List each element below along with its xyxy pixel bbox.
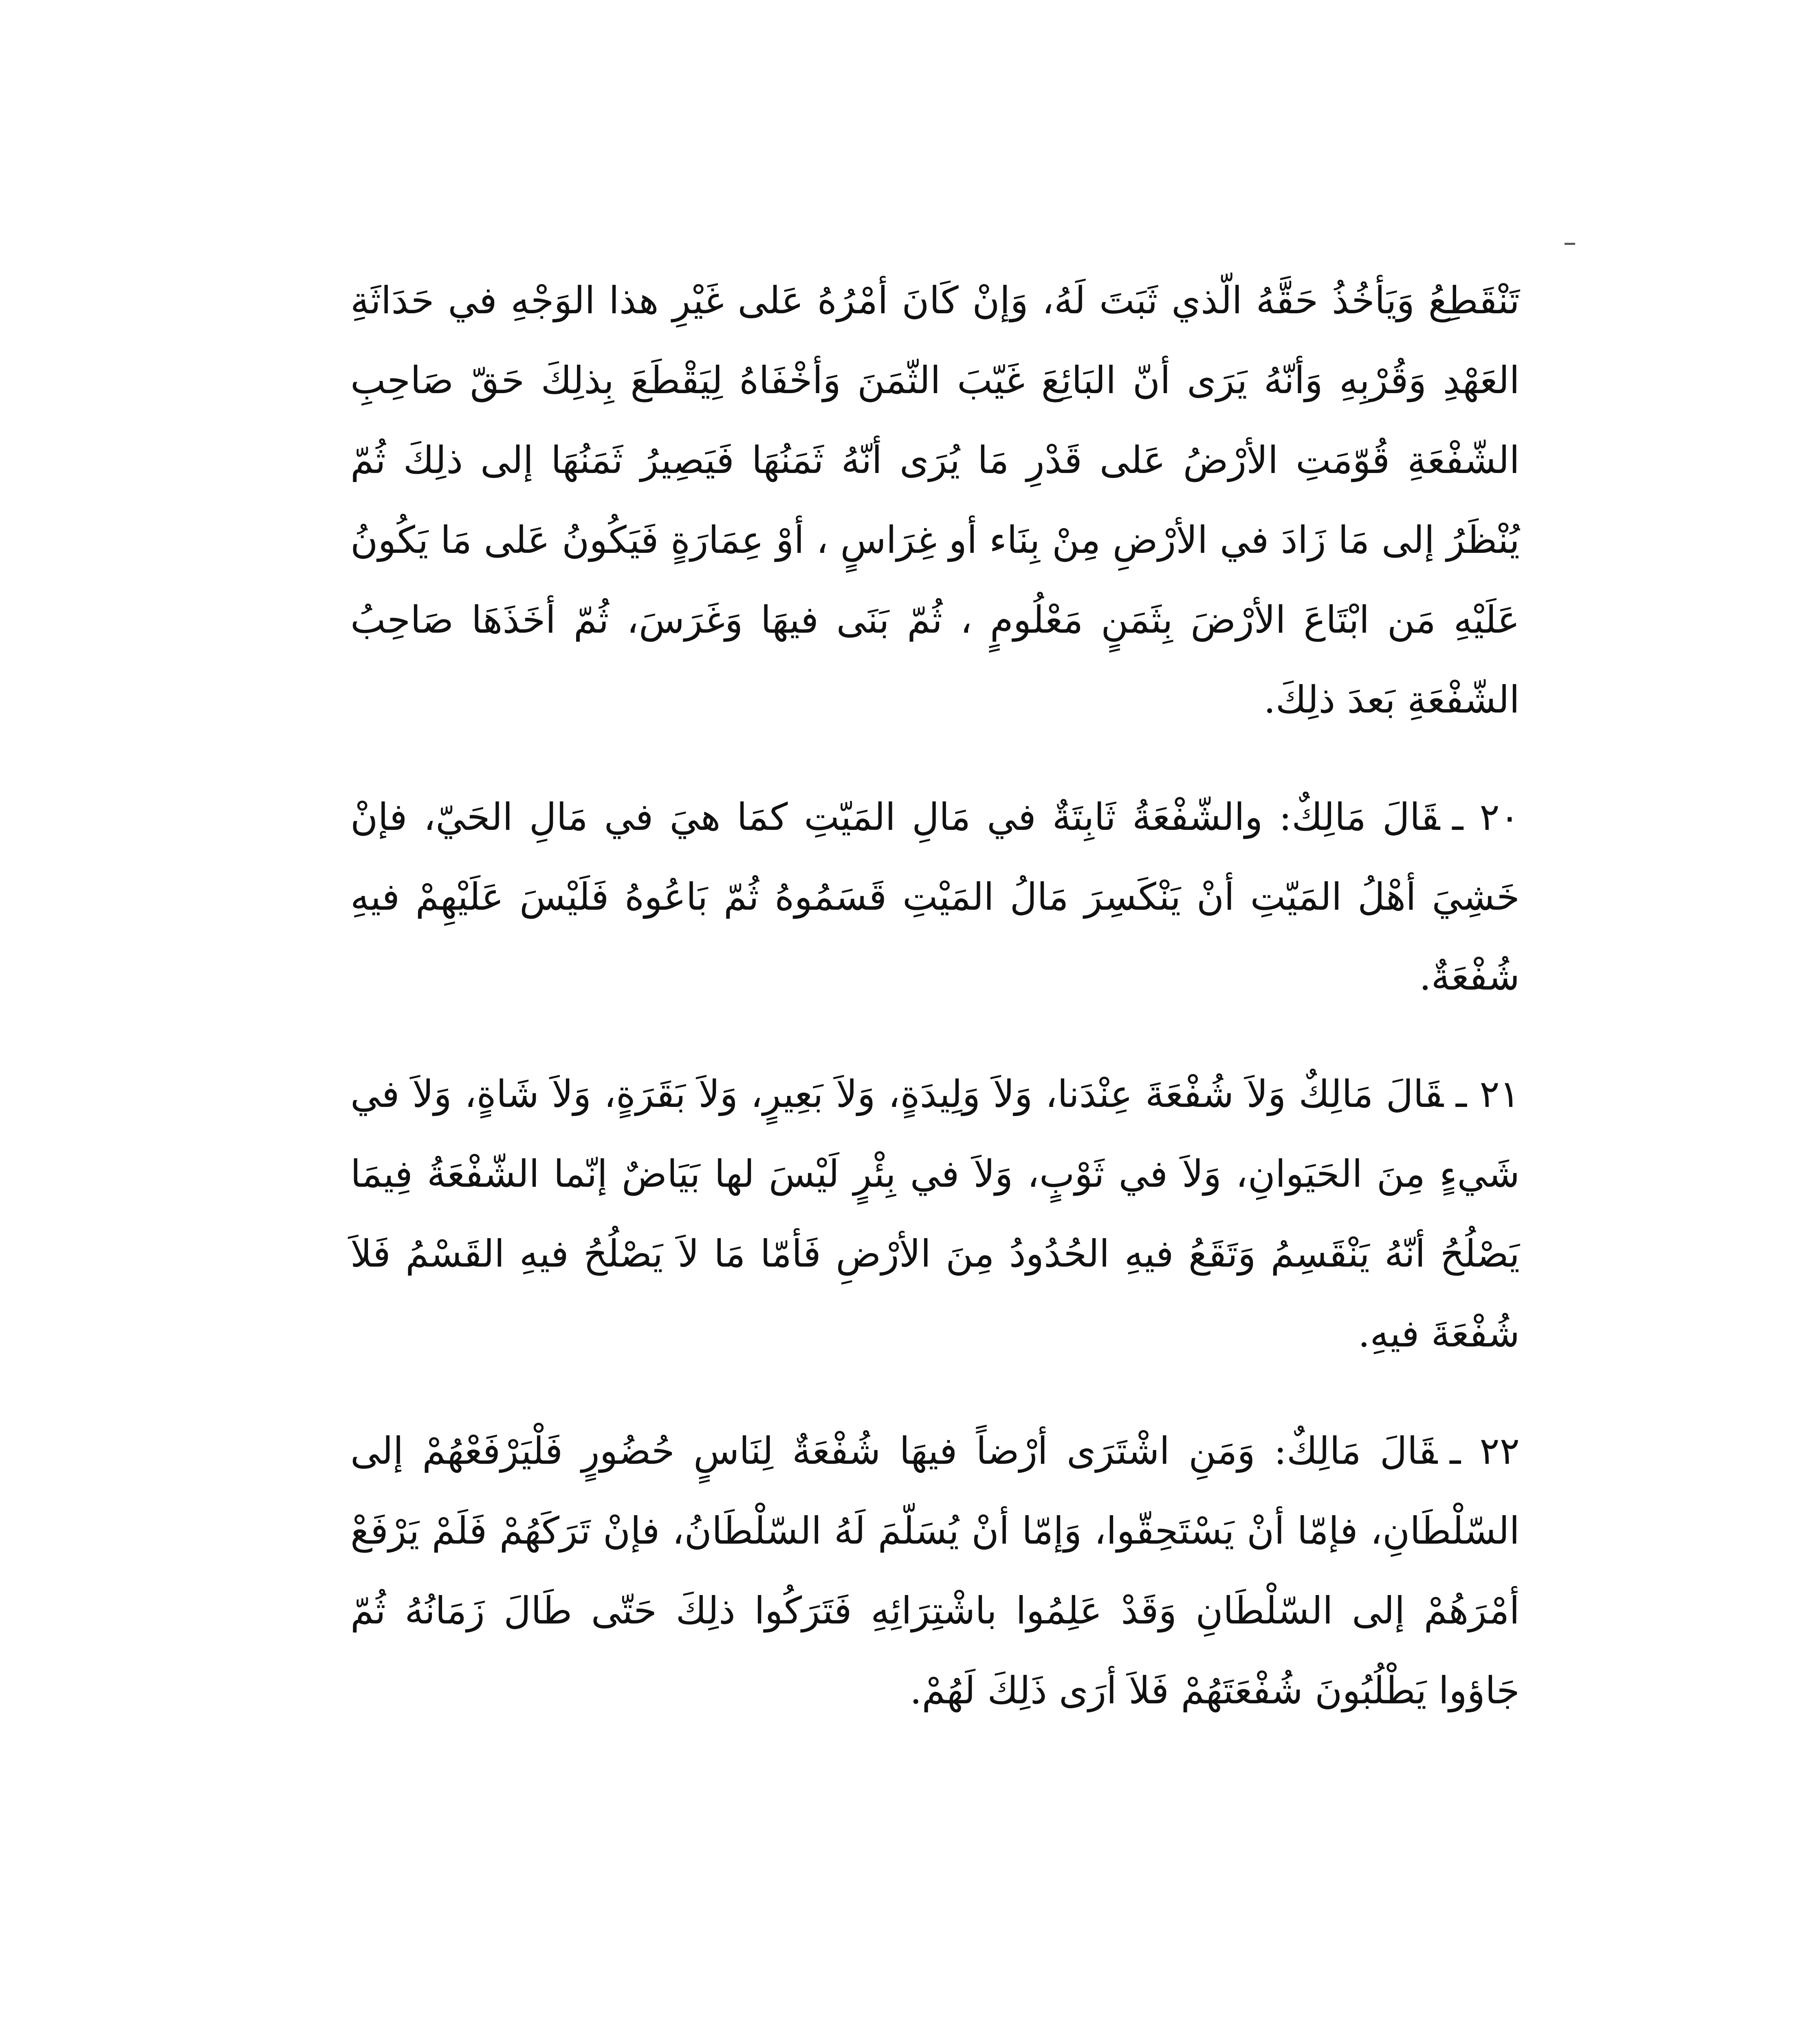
paragraph-20	[350, 777, 1520, 1017]
paragraph-text: قَالَ مَالِكٌ: وَمَنِ اشْتَرَى أرْضاً فيهَا شُفْعَةٌ لِنَاسٍ حُضُورٍ فَلْيَرْفَعْهُمْ إلى السّلْطَانِ، فإمّا أنْ يَسْتَحِقّوا، وَإمّا أنْ يُسَلّمَ لَهُ السّلْطَانُ، فإنْ تَرَكَهُمْ فَلَمْ يَرْفَعْ أمْرَهُمْ إلى السّلْطَانِ وَقَدْ عَلِمُوا باشْتِرَائِهِ فَتَرَكُوا ذلِكَ حَتّى طَالَ زَمَانُهُ ثُمّ جَاؤوا يَطْلُبُونَ شُفْعَتَهُمْ فَلاَ أرَى ذَلِكَ لَهُمْ.	[350, 1429, 1520, 1712]
paragraph-text: قَالَ مَالِكٌ وَلاَ شُفْعَةَ عِنْدَنا، وَلاَ وَلِيدَةٍ، وَلاَ بَعِيرٍ، وَلاَ بَقَرَةٍ، وَلاَ شَاةٍ، وَلاَ في شَيءٍ مِنَ الحَيَوانِ، وَلاَ في ثَوْبٍ، وَلاَ في بِئْرٍ لَيْسَ لها بَيَاضٌ إنّما الشّفْعَةُ فِيمَا يَصْلُحُ أنّهُ يَنْقَسِمُ وَتَقَعُ فيهِ الحُدُودُ مِنَ الأرْضِ فَأمّا مَا لاَ يَصْلُحُ فيهِ القَسْمُ فَلاَ شُفْعَةَ فيهِ.	[350, 1072, 1520, 1355]
paragraph-22	[350, 1411, 1520, 1731]
scan-mark	[1565, 243, 1575, 245]
body-text	[350, 261, 1520, 1768]
paragraph-text: تَنْقَطِعُ وَيَأخُذُ حَقَّهُ الّذي ثَبَتَ لَهُ، وَإنْ كَانَ أمْرُهُ عَلى غَيْرِ هذا الوَجْهِ في حَدَاثَةِ العَهْدِ وَقُرْبِهِ وَأنّهُ يَرَى أنّ البَائِعَ غَيّبَ الثّمَنَ وَأخْفَاهُ لِيَقْطَعَ بِذلِكَ حَقّ صَاحِبِ الشّفْعَةِ قُوّمَتِ الأرْضُ عَلى قَدْرِ مَا يُرَى أنّهُ ثَمَنُهَا فَيَصِيرُ ثَمَنُهَا إلى ذلِكَ ثُمّ يُنْظَرُ إلى مَا زَادَ في الأرْضِ مِنْ بِنَاء أو غِرَاسٍ ، أوْ عِمَارَةٍ فَيَكُونُ عَلى مَا يَكُونُ عَلَيْهِ مَن ابْتَاعَ الأرْضَ بِثَمَنٍ مَعْلُومٍ ، ثُمّ بَنَى فيهَا وَغَرَسَ، ثُمّ أخَذَهَا صَاحِبُ الشّفْعَةِ بَعدَ ذلِكَ.	[350, 279, 1520, 722]
paragraph-text: قَالَ مَالِكٌ: والشّفْعَةُ ثَابِتَةٌ في مَالِ المَيّتِ كمَا هيَ في مَالِ الحَيّ، فإنْ خَشِيَ أهْلُ المَيّتِ أنْ يَنْكَسِرَ مَالُ المَيْتِ قَسَمُوهُ ثُمّ بَاعُوهُ فَلَيْسَ عَلَيْهِمْ فيهِ شُفْعَةٌ.	[350, 795, 1520, 999]
continued-paragraph	[350, 261, 1520, 740]
paragraph-number: ٢٠ ـ	[1452, 795, 1520, 839]
paragraph-number: ٢٢ ـ	[1450, 1429, 1520, 1473]
paragraph-21	[350, 1054, 1520, 1374]
paragraph-number: ٢١ ـ	[1456, 1072, 1520, 1116]
